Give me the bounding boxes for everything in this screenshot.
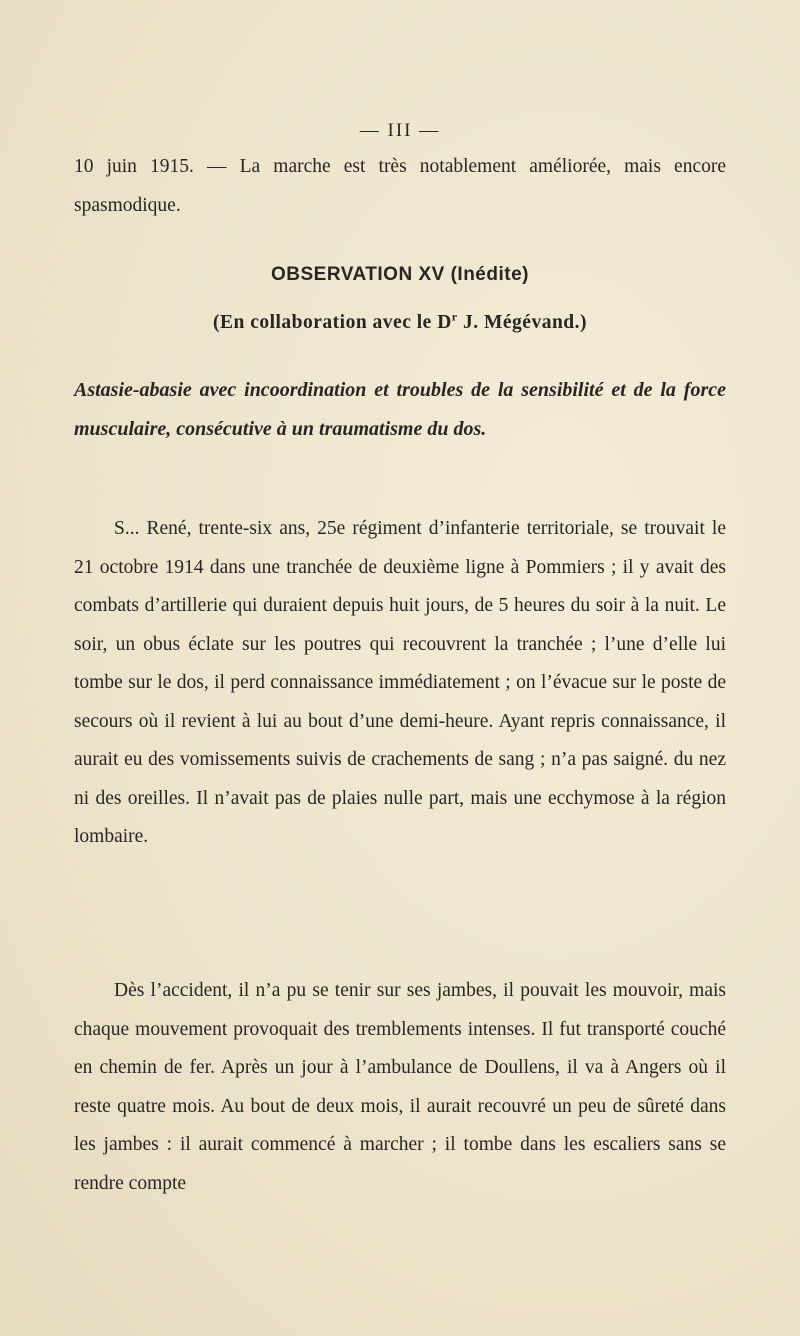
collaboration-suffix: J. Mégévand.) [457,312,588,333]
observation-heading: OBSERVATION XV (Inédite) [271,264,529,285]
paragraph-case-history: S... René, trente-six ans, 25e régiment d’infanterie territoriale, se trouvait le 21 octobre 1914 dans une tranchée de deuxième ligne à Pommiers ; il y avait des combats d’artillerie qui duraient depuis huit jours, de 5 heures du soir à la nuit. Le soir, un obus éclate sur les poutres qui recouvrent la tranchée ; l’une d’elle lui tombe sur le dos, il perd connaissance immédiatement ; on l’évacue sur le poste de secours où il revient à lui au bout d’une demi-heure. Ayant repris connaissance, il aurait eu des vomissements suivis de crachements de sang ; n’a pas saigné. du nez ni des oreilles. Il n’avait pas de plaies nulle part, mais une ecchymose à la région lombaire. [74,518,726,847]
case-title: Astasie-abasie avec incoordination et troubles de la sensibilité et de la force musculaire, consécutive à un traumatisme du dos. [74,379,726,440]
page-number: — III — [359,120,441,141]
collaboration-superscript: r [451,309,458,324]
collaboration-prefix: (En collaboration avec le D [212,312,452,333]
collaboration-note [0,309,800,334]
paragraph-after-accident: Dès l’accident, il n’a pu se tenir sur ses jambes, il pouvait les mouvoir, mais chaque mouvement provoquait des tremblements intenses. Il fut transporté couché en chemin de fer. Après un jour à l’ambulance de Doullens, il va à Angers où il reste quatre mois. Au bout de deux mois, il aurait recouvré un peu de sûreté dans les jambes : il aurait commencé à marcher ; il tombe dans les escaliers sans se rendre compte [74,980,726,1194]
paragraph-progress-note: 10 juin 1915. — La marche est très notablement améliorée, mais encore spasmodique. [74,156,726,216]
